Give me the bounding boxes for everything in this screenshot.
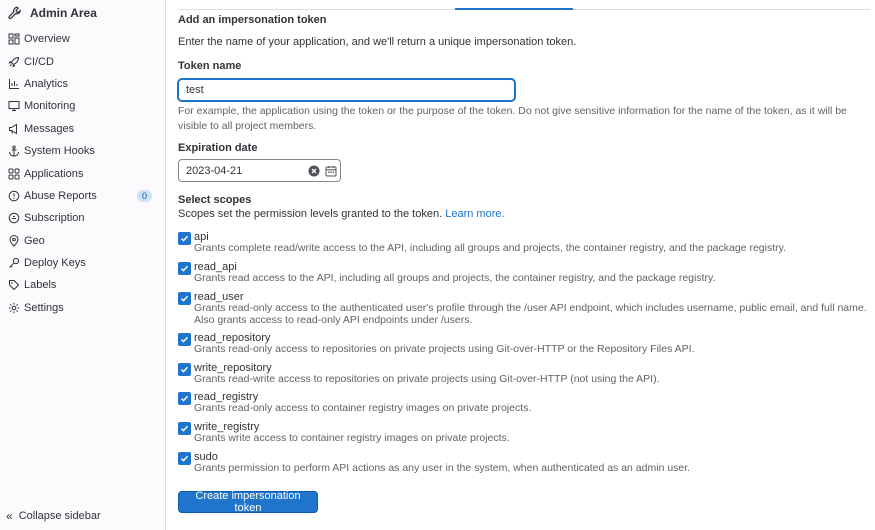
sidebar-item-messages[interactable] — [0, 118, 166, 140]
anchor-icon — [8, 145, 20, 157]
sidebar-item-subscription[interactable] — [0, 207, 166, 229]
monitor-icon — [8, 100, 20, 112]
scope-name: read_repository — [194, 332, 271, 344]
expiration-date-value: 2023-04-21 — [186, 165, 243, 177]
scope-name: sudo — [194, 451, 218, 463]
clear-icon[interactable] — [308, 165, 320, 177]
checkmark-icon — [180, 335, 189, 344]
chart-icon — [8, 78, 20, 90]
checkmark-icon — [180, 294, 189, 303]
sidebar-item-label: Deploy Keys — [24, 257, 86, 270]
bullhorn-icon — [8, 123, 20, 135]
collapse-sidebar-button[interactable] — [6, 509, 101, 523]
scopes-help-text: Scopes set the permission levels granted to the token. — [178, 208, 443, 220]
create-impersonation-token-button[interactable]: Create impersonation token — [178, 491, 318, 513]
sidebar-header[interactable] — [8, 4, 97, 22]
sidebar-nav — [0, 28, 166, 319]
scope-name: read_api — [194, 261, 237, 273]
sidebar-item-monitoring[interactable] — [0, 95, 166, 117]
rocket-icon — [8, 56, 20, 68]
sidebar — [0, 0, 166, 530]
scope-name: write_repository — [194, 362, 272, 374]
sidebar-item-applications[interactable] — [0, 162, 166, 184]
scope-description: Grants complete read/write access to the API, including all groups and projects, the container registry, and the package registry. — [194, 242, 787, 254]
scope-checkbox[interactable] — [178, 292, 191, 305]
sidebar-item-system-hooks[interactable] — [0, 140, 166, 162]
learn-more-link[interactable]: Learn more. — [445, 208, 505, 220]
applications-icon — [8, 168, 20, 180]
sidebar-item-label: Subscription — [24, 212, 85, 225]
select-scopes-label: Select scopes — [178, 194, 252, 206]
sidebar-item-label: Abuse Reports — [24, 189, 97, 202]
scope-description: Grants read-only access to repositories on private projects using Git-over-HTTP or the Repository Files API. — [194, 343, 695, 355]
sidebar-item-label: Geo — [24, 234, 45, 247]
checkmark-icon — [180, 454, 189, 463]
sidebar-item-label: Applications — [24, 167, 84, 180]
count-badge: 0 — [137, 190, 152, 202]
token-name-input[interactable] — [178, 79, 515, 101]
expiration-date-label: Expiration date — [178, 142, 258, 154]
scope-name: read_user — [194, 291, 244, 303]
sidebar-item-label: System Hooks — [24, 145, 95, 158]
sidebar-item-label: Settings — [24, 301, 64, 314]
collapse-sidebar-label: Collapse sidebar — [18, 510, 101, 522]
calendar-icon[interactable] — [325, 165, 337, 177]
sidebar-item-label: CI/CD — [24, 55, 54, 68]
location-icon — [8, 235, 20, 247]
scope-checkbox[interactable] — [178, 333, 191, 346]
scope-description: Grants write access to container registry images on private projects. — [194, 432, 510, 444]
section-title: Add an impersonation token — [178, 14, 327, 26]
sidebar-title: Admin Area — [30, 6, 97, 20]
token-name-label: Token name — [178, 60, 242, 72]
scope-description: Grants read-write access to repositories on private projects using Git-over-HTTP (not using the API). — [194, 373, 660, 385]
scope-checkbox[interactable] — [178, 392, 191, 405]
subscription-icon — [8, 212, 20, 224]
scope-description: Grants read access to the API, including all groups and projects, the container registry, and the package registry. — [194, 272, 716, 284]
checkmark-icon — [180, 424, 189, 433]
admin-wrench-icon — [8, 6, 22, 20]
checkmark-icon — [180, 264, 189, 273]
scope-name: api — [194, 231, 209, 243]
double-chevron-left-icon: « — [6, 509, 13, 523]
settings-icon — [8, 302, 20, 314]
scope-description: Grants permission to perform API actions as any user in the system, when authenticated as an admin user. — [194, 462, 691, 474]
scope-checkbox[interactable] — [178, 422, 191, 435]
sidebar-item-label: Overview — [24, 33, 70, 46]
active-tab-indicator — [455, 8, 573, 10]
abuse-icon — [8, 190, 20, 202]
scope-description: Grants read-only access to container registry images on private projects. — [194, 402, 532, 414]
checkmark-icon — [180, 394, 189, 403]
scope-checkbox[interactable] — [178, 452, 191, 465]
scope-checkbox[interactable] — [178, 363, 191, 376]
sidebar-item-cicd[interactable] — [0, 50, 166, 72]
sidebar-item-settings[interactable] — [0, 297, 166, 319]
scope-name: read_registry — [194, 391, 259, 403]
sidebar-item-geo[interactable] — [0, 230, 166, 252]
key-icon — [8, 257, 20, 269]
scope-name: write_registry — [194, 421, 260, 433]
label-icon — [8, 279, 20, 291]
checkmark-icon — [180, 365, 189, 374]
token-name-help: For example, the application using the token or the purpose of the token. Do not give sensitive information for the name of the token, as it will be visible to all project members. — [178, 105, 847, 132]
section-intro: Enter the name of your application, and we'll return a unique impersonation token. — [178, 36, 577, 48]
scopes-help — [178, 208, 505, 220]
scope-checkbox[interactable] — [178, 232, 191, 245]
sidebar-item-labels[interactable] — [0, 274, 166, 296]
overview-icon — [8, 33, 20, 45]
sidebar-item-deploy-keys[interactable] — [0, 252, 166, 274]
sidebar-item-label: Monitoring — [24, 100, 76, 113]
scope-description: Grants read-only access to the authenticated user's profile through the /user API endpoint, which includes username, public email, and full name. Also grants access to read-only API endpoints under /users. — [194, 302, 867, 326]
checkmark-icon — [180, 234, 189, 243]
sidebar-item-label: Analytics — [24, 77, 69, 90]
scope-checkbox[interactable] — [178, 262, 191, 275]
sidebar-item-overview[interactable] — [0, 28, 166, 50]
sidebar-item-analytics[interactable] — [0, 73, 166, 95]
sidebar-item-abuse-reports[interactable] — [0, 185, 166, 207]
sidebar-item-label: Labels — [24, 279, 57, 292]
sidebar-item-label: Messages — [24, 122, 75, 135]
expiration-date-input[interactable] — [178, 159, 341, 182]
